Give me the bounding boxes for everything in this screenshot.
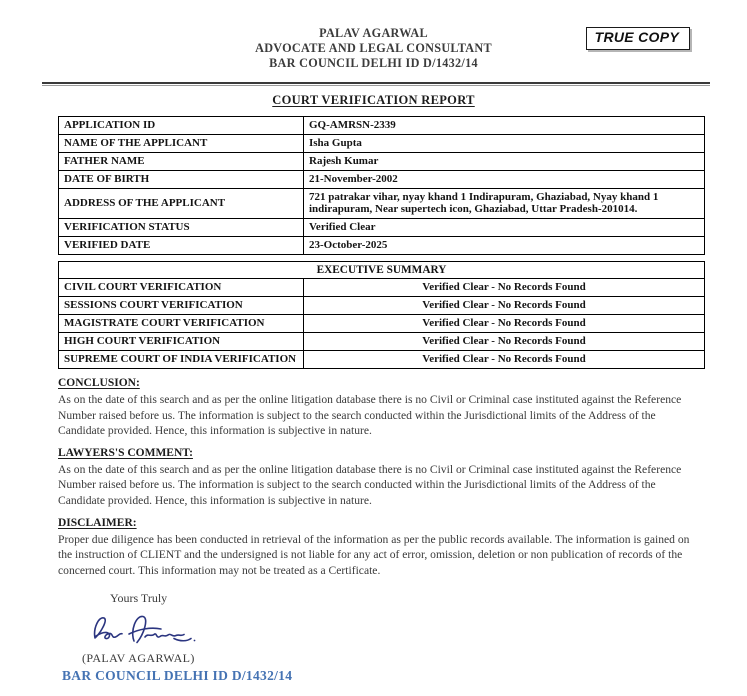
section-body: Proper due diligence has been conducted in retrieval of the information as per the public records available. The information is gained on the instruction of CLIENT and the undersigned is not liable for any act of error, omission, deletion or non publication of records of the concerned court. This information may not be treated as a Certificate.: [58, 532, 690, 577]
table-row: [59, 237, 705, 255]
signatory-bar-council-id: BAR COUNCIL DELHI ID D/1432/14: [62, 668, 293, 684]
row-value: 21-November-2002: [304, 171, 705, 189]
bar-council-id: BAR COUNCIL DELHI ID D/1432/14: [269, 56, 478, 70]
section-body: As on the date of this search and as per the online litigation database there is no Civil or Criminal case instituted against the Reference Number raised before us. The information is subject to the search conducted within the Jurisdictional limits of the Address of the Candidate provided. Hence, this information is subjective in nature.: [58, 393, 682, 438]
table-row: [59, 153, 705, 171]
section-lawyers-comment: [58, 447, 704, 509]
row-value: Verified Clear: [304, 219, 705, 237]
signatory-name: (PALAV AGARWAL): [82, 651, 195, 666]
row-label: CIVIL COURT VERIFICATION: [59, 279, 304, 297]
row-label: SESSIONS COURT VERIFICATION: [59, 297, 304, 315]
true-copy-label: TRUE COPY: [594, 29, 679, 45]
row-value: Verified Clear - No Records Found: [304, 279, 705, 297]
summary-header-row: [59, 262, 705, 279]
header-divider: [42, 82, 710, 86]
table-row: [59, 219, 705, 237]
table-row: [59, 171, 705, 189]
row-label: NAME OF THE APPLICANT: [59, 135, 304, 153]
row-label: VERIFICATION STATUS: [59, 219, 304, 237]
row-value: Rajesh Kumar: [304, 153, 705, 171]
row-value: Verified Clear - No Records Found: [304, 351, 705, 369]
row-label: SUPREME COURT OF INDIA VERIFICATION: [59, 351, 304, 369]
row-value: Verified Clear - No Records Found: [304, 315, 705, 333]
advocate-title: ADVOCATE AND LEGAL CONSULTANT: [255, 41, 492, 55]
table-row: [59, 297, 705, 315]
table-row: [59, 333, 705, 351]
applicant-details-table: [58, 116, 705, 255]
row-label: MAGISTRATE COURT VERIFICATION: [59, 315, 304, 333]
row-label: HIGH COURT VERIFICATION: [59, 333, 304, 351]
advocate-name: PALAV AGARWAL: [319, 26, 428, 40]
table-row: [59, 351, 705, 369]
row-label: DATE OF BIRTH: [59, 171, 304, 189]
row-value: Verified Clear - No Records Found: [304, 297, 705, 315]
row-value: 721 patrakar vihar, nyay khand 1 Indirapuram, Ghaziabad, Nyay khand 1 indirapuram, Near supertech icon, Ghaziabad, Uttar Pradesh-201014.: [304, 189, 705, 219]
table-row: [59, 279, 705, 297]
table-row: [59, 135, 705, 153]
executive-summary-table: [58, 261, 705, 369]
row-label: APPLICATION ID: [59, 117, 304, 135]
table-row: [59, 117, 705, 135]
row-value: Verified Clear - No Records Found: [304, 333, 705, 351]
section-conclusion: [58, 377, 704, 439]
table-row: [59, 315, 705, 333]
closing-line: Yours Truly: [110, 591, 168, 606]
row-label: VERIFIED DATE: [59, 237, 304, 255]
true-copy-stamp: [586, 27, 690, 50]
table-row: [59, 189, 705, 219]
signature-icon: [88, 609, 747, 649]
section-disclaimer: [58, 517, 704, 579]
row-value: 23-October-2025: [304, 237, 705, 255]
row-value: Isha Gupta: [304, 135, 705, 153]
section-heading: DISCLAIMER:: [58, 516, 137, 529]
section-heading: CONCLUSION:: [58, 377, 140, 389]
row-value: GQ-AMRSN-2339: [304, 117, 705, 135]
row-label: FATHER NAME: [59, 153, 304, 171]
report-text-sections: [58, 377, 704, 578]
executive-summary-title: EXECUTIVE SUMMARY: [59, 262, 705, 279]
section-body: As on the date of this search and as per the online litigation database there is no Civil or Criminal case instituted against the Reference Number raised before us. The information is subject to the search conducted within the Jurisdictional limits of the Address of the Candidate provided. Hence, this information is subjective in nature.: [58, 462, 682, 507]
section-heading: LAWYERS'S COMMENT:: [58, 446, 193, 459]
row-label: ADDRESS OF THE APPLICANT: [59, 189, 304, 219]
report-title: COURT VERIFICATION REPORT: [272, 93, 475, 107]
